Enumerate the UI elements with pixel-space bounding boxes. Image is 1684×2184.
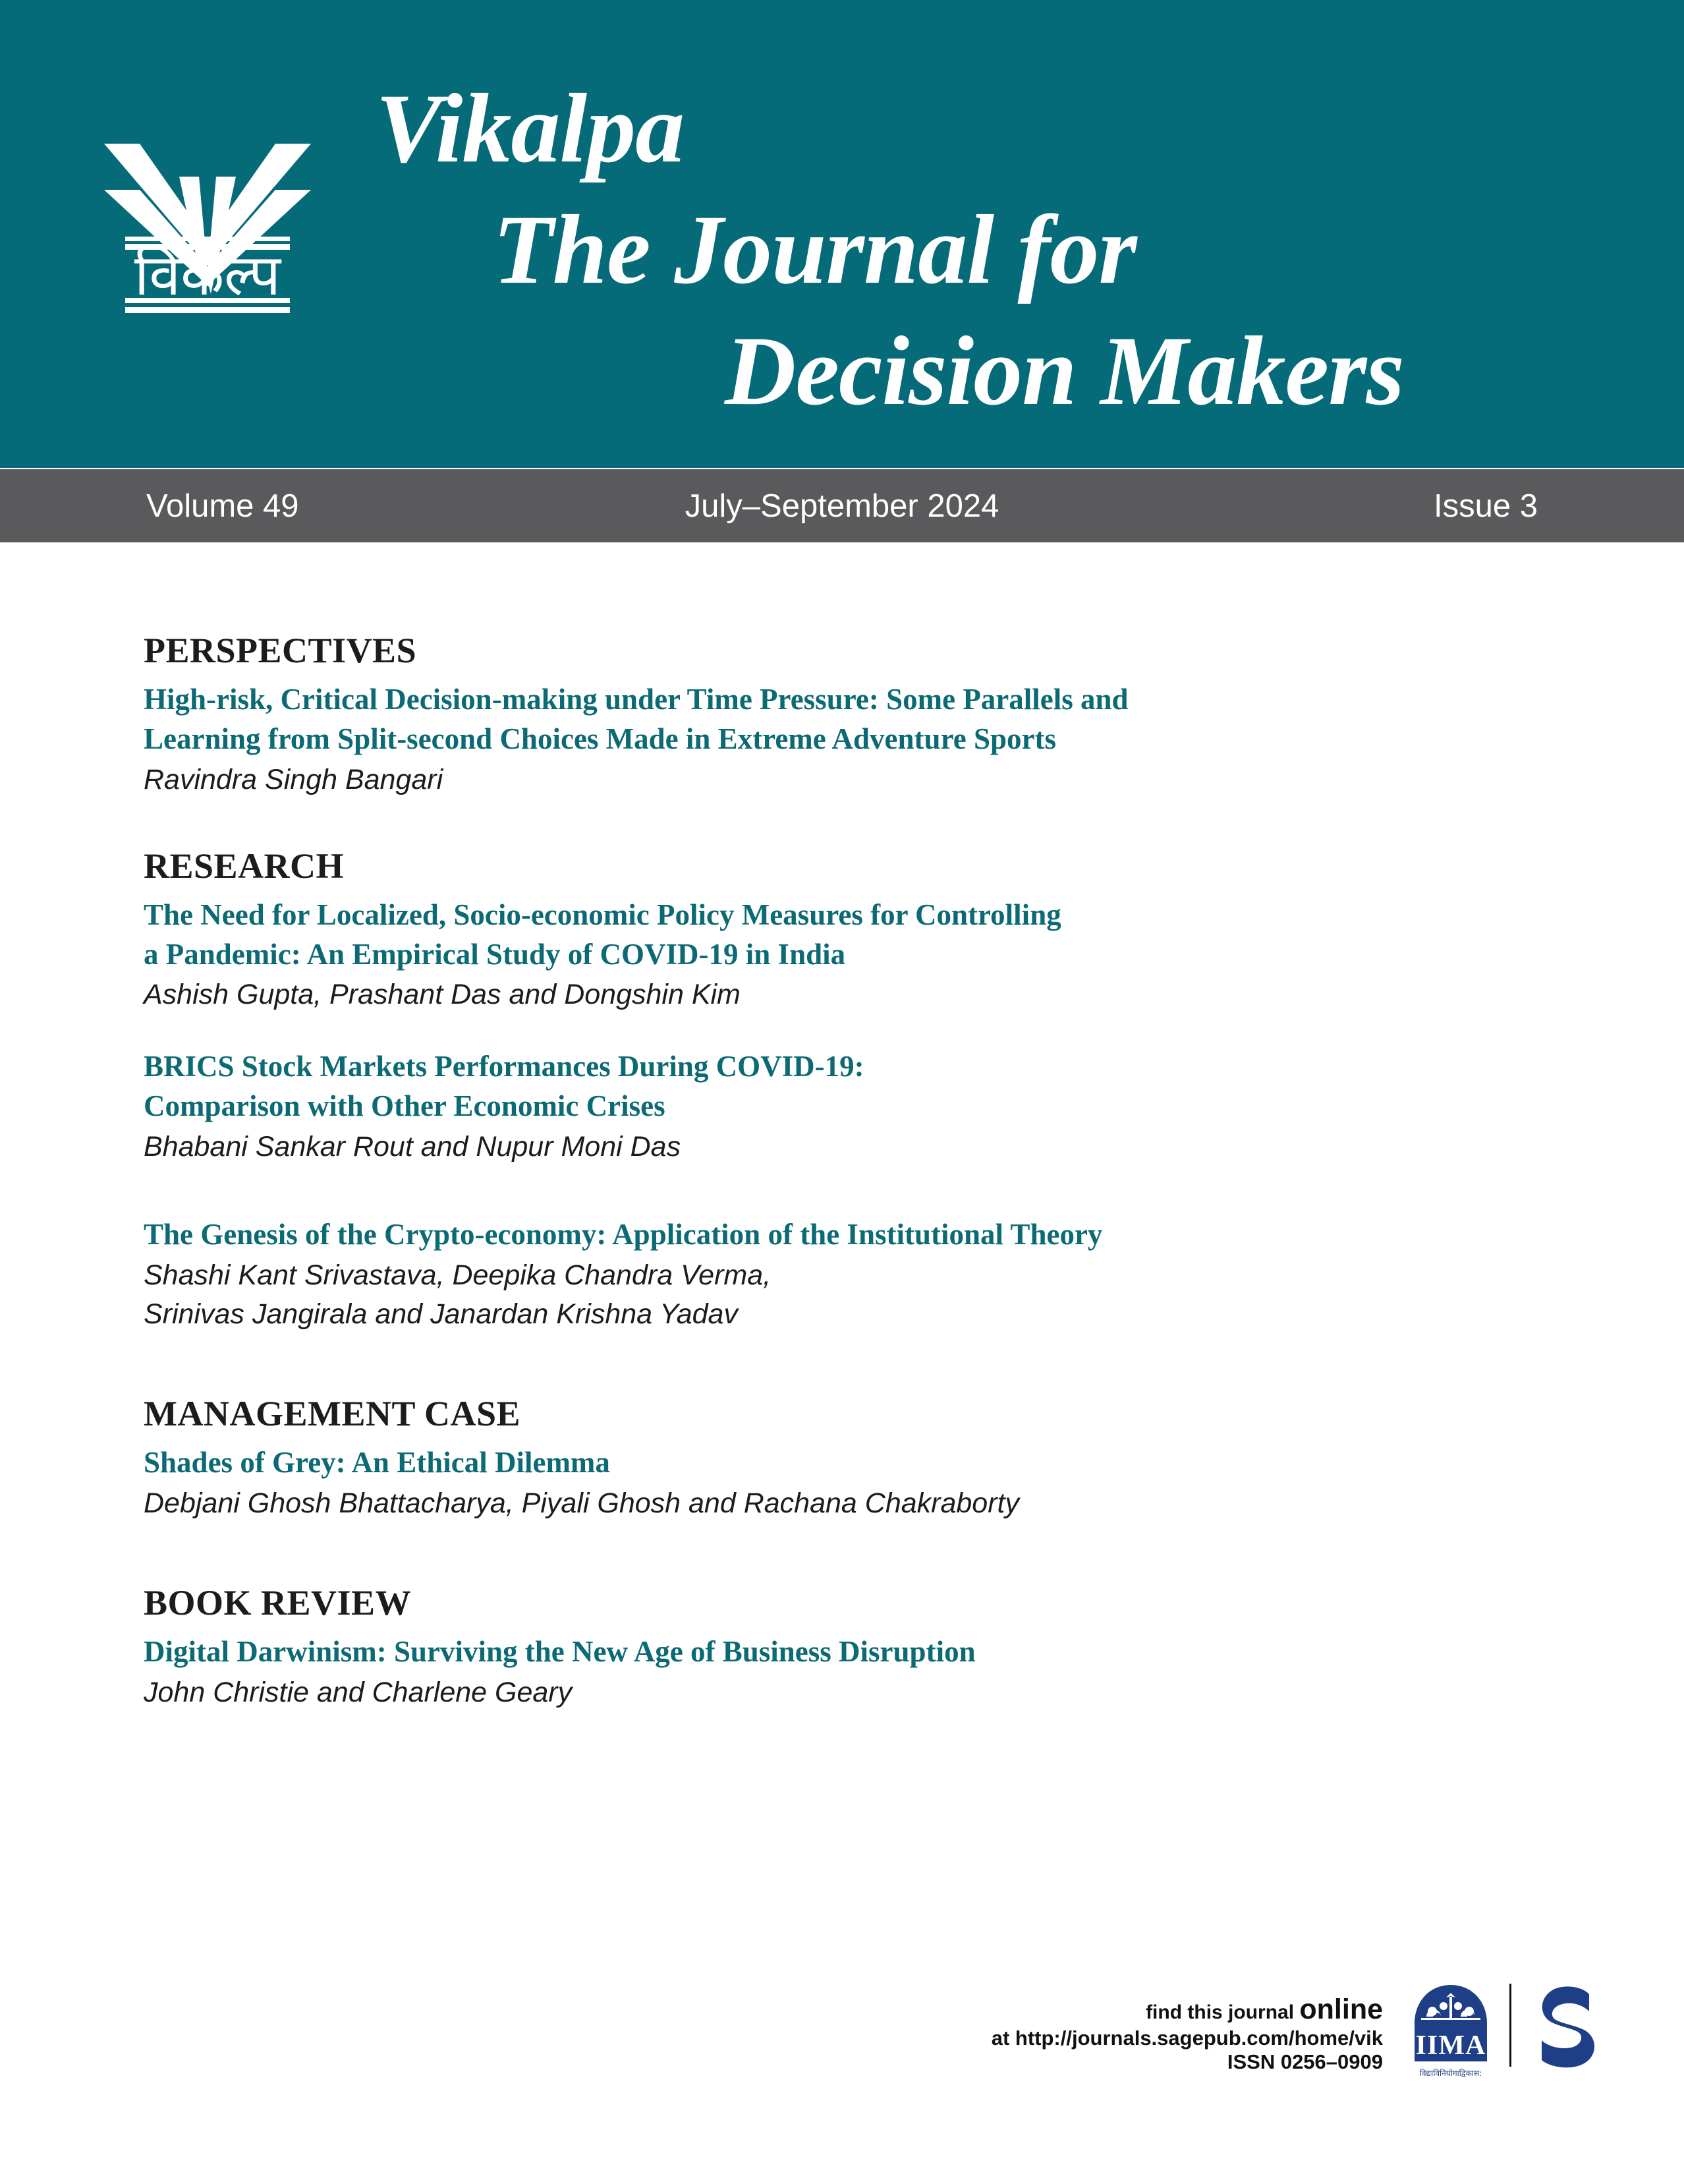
article-authors-line: John Christie and Charlene Geary xyxy=(144,1676,573,1708)
article-authors-line: Srinivas Jangirala and Janardan Krishna Yadav xyxy=(144,1298,738,1331)
journal-title-line-2: The Journal for xyxy=(493,195,1137,304)
find-journal-prefix: find this journal xyxy=(1146,2001,1300,2023)
issue-date-label: July–September 2024 xyxy=(685,488,999,524)
vikalpa-book-logo xyxy=(99,105,316,316)
section-heading: MANAGEMENT CASE xyxy=(144,1394,521,1434)
logo-devanagari-text: विकल्प xyxy=(134,243,281,308)
toc-section-book-review xyxy=(144,1582,1395,1711)
toc-section-research xyxy=(144,848,1395,1333)
footer-divider xyxy=(1509,1984,1511,2067)
article-title-line: Comparison with Other Economic Crises xyxy=(144,1089,665,1123)
toc-article[interactable] xyxy=(144,896,1395,1014)
cover-footer xyxy=(0,1984,1684,2102)
journal-url-line[interactable]: at http://journals.sagepub.com/home/vik xyxy=(991,2026,1383,2050)
spacer xyxy=(144,1033,1395,1047)
article-title-line: The Genesis of the Crypto-economy: Application of the Institutional Theory xyxy=(144,1218,1103,1251)
toc-section-management-case xyxy=(144,1396,1395,1522)
footer-inner xyxy=(992,1984,1605,2081)
spacer xyxy=(144,1352,1395,1396)
volume-issue-bar xyxy=(0,469,1684,542)
find-journal-line xyxy=(992,1993,1383,2026)
spacer xyxy=(144,1541,1395,1585)
article-authors-line: Bhabani Sankar Rout and Nupur Moni Das xyxy=(144,1131,681,1163)
issue-number-label: Issue 3 xyxy=(1434,488,1538,524)
find-journal-online-block xyxy=(992,1984,1383,2075)
volume-label: Volume 49 xyxy=(146,488,299,524)
iima-wordmark-text: IIMA xyxy=(1415,2030,1486,2061)
toc-article[interactable] xyxy=(144,680,1395,798)
article-title-line: BRICS Stock Markets Performances During COVID-19: xyxy=(144,1050,864,1083)
table-of-contents xyxy=(144,633,1395,1731)
journal-title-line-3: Decision Makers xyxy=(725,316,1404,426)
article-title-line: Learning from Split-second Choices Made in Extreme Adventure Sports xyxy=(144,722,1056,755)
section-heading: RESEARCH xyxy=(144,846,345,886)
article-authors-line: Ashish Gupta, Prashant Das and Dongshin Kim xyxy=(144,979,741,1011)
toc-article[interactable] xyxy=(144,1443,1395,1522)
article-title-line: a Pandemic: An Empirical Study of COVID-19 in India xyxy=(144,937,846,971)
article-title-line: Shades of Grey: An Ethical Dilemma xyxy=(144,1446,610,1480)
spacer xyxy=(144,1185,1395,1215)
masthead-banner xyxy=(0,0,1684,468)
find-journal-online-word: online xyxy=(1299,1994,1383,2025)
article-authors-line: Ravindra Singh Bangari xyxy=(144,763,443,795)
article-title-line: High-risk, Critical Decision-making under Time Pressure: Some Parallels and xyxy=(144,683,1129,716)
iima-motto-text: विद्याविनियोगाद्विकास: xyxy=(1419,2069,1482,2078)
journal-title-block xyxy=(369,74,1608,448)
toc-article[interactable] xyxy=(144,1632,1395,1711)
sage-logo xyxy=(1526,1984,1605,2069)
section-heading: PERSPECTIVES xyxy=(144,631,417,670)
toc-section-perspectives xyxy=(144,633,1395,798)
article-authors-line: Debjani Ghosh Bhattacharya, Piyali Ghosh and Rachana Chakraborty xyxy=(144,1487,1019,1519)
spacer xyxy=(144,818,1395,848)
issn-line: ISSN 0256–0909 xyxy=(1227,2050,1383,2074)
article-authors-line: Shashi Kant Srivastava, Deepika Chandra Verma, xyxy=(144,1259,772,1291)
article-title-line: The Need for Localized, Socio-economic Policy Measures for Controlling xyxy=(144,898,1061,931)
section-heading: BOOK REVIEW xyxy=(144,1582,412,1623)
toc-article[interactable] xyxy=(144,1047,1395,1165)
journal-title-line-1: Vikalpa xyxy=(376,74,685,183)
toc-article[interactable] xyxy=(144,1215,1395,1333)
iima-logo xyxy=(1409,1984,1492,2081)
article-title-line: Digital Darwinism: Surviving the New Age of Business Disruption xyxy=(144,1634,976,1668)
